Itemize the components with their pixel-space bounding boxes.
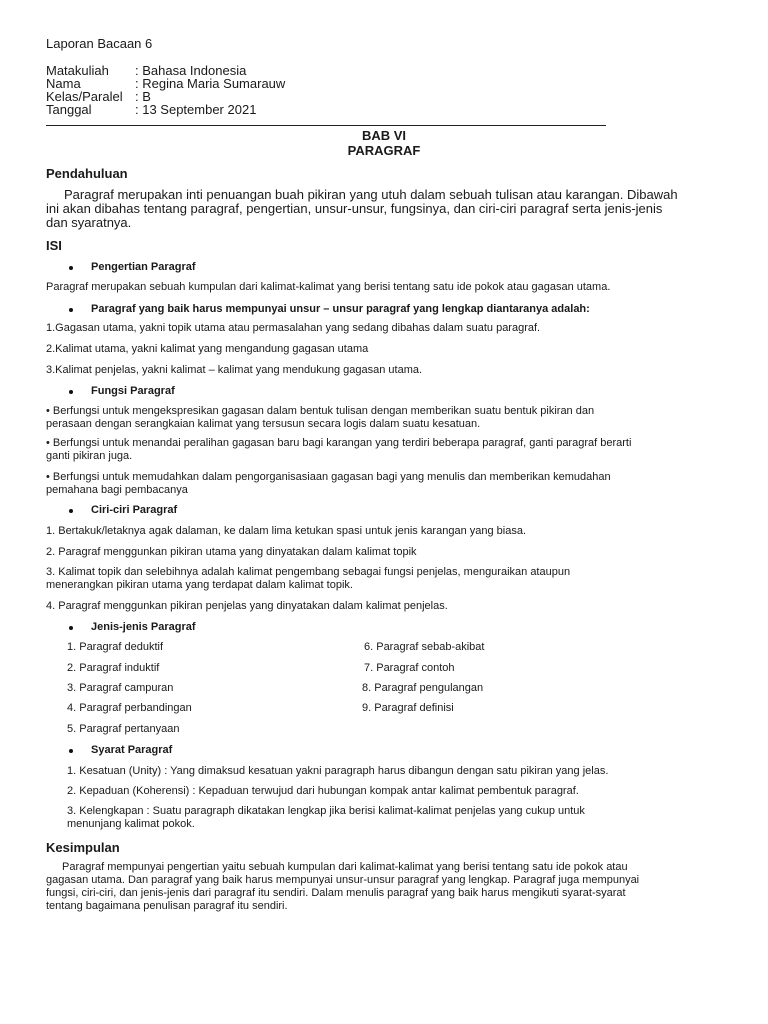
section-heading-kesimpulan: Kesimpulan xyxy=(46,840,120,855)
field-value-nama: : Regina Maria Sumarauw xyxy=(135,76,286,91)
bullet-icon xyxy=(69,626,73,630)
jenis-item: 4. Paragraf perbandingan xyxy=(67,702,192,714)
intro-line: ini akan dibahas tentang paragraf, pengertian, unsur-unsur, fungsinya, dan ciri-ciri paragraf serta jenis-jenis xyxy=(46,201,663,216)
header-divider xyxy=(46,125,606,126)
jenis-item: 1. Paragraf deduktif xyxy=(67,641,164,653)
field-label-matakuliah: Matakuliah xyxy=(46,63,109,78)
kesimpulan-line: tentang bagaimana penulisan paragraf itu sendiri. xyxy=(46,900,288,912)
field-value-tanggal: : 13 September 2021 xyxy=(135,102,257,117)
jenis-item: 3. Paragraf campuran xyxy=(67,682,174,694)
jenis-item: 6. Paragraf sebab-akibat xyxy=(364,641,485,653)
jenis-item: 9. Paragraf definisi xyxy=(362,702,454,714)
pengertian-text: Paragraf merupakan sebuah kumpulan dari kalimat-kalimat yang berisi tentang satu ide pokok atau gagasan utama. xyxy=(46,281,611,293)
report-title: Laporan Bacaan 6 xyxy=(46,36,153,51)
field-value-matakuliah: : Bahasa Indonesia xyxy=(135,63,247,78)
subheading-jenis: Jenis-jenis Paragraf xyxy=(91,621,196,633)
bullet-icon xyxy=(69,390,73,394)
bullet-icon xyxy=(69,308,73,312)
syarat-item: 3. Kelengkapan : Suatu paragraph dikatakan lengkap jika berisi kalimat-kalimat penjelas yang cukup untuk xyxy=(67,805,585,817)
bullet-icon xyxy=(69,509,73,513)
subheading-unsur: Paragraf yang baik harus mempunyai unsur – unsur paragraf yang lengkap diantaranya adalah: xyxy=(91,303,590,315)
jenis-item: 2. Paragraf induktif xyxy=(67,662,160,674)
ciri-item-cont: menerangkan pikiran utama yang terdapat dalam kalimat topik. xyxy=(46,579,353,591)
fungsi-item: • Berfungsi untuk mengekspresikan gagasan dalam bentuk tulisan dengan memberikan suatu bentuk pikiran dan xyxy=(46,405,595,417)
ciri-item: 4. Paragraf menggunkan pikiran penjelas yang dinyatakan dalam kalimat penjelas. xyxy=(46,600,448,612)
intro-line: Paragraf merupakan inti penuangan buah pikiran yang utuh dalam sebuah tulisan atau karangan. Dibawah xyxy=(64,187,678,202)
ciri-item: 2. Paragraf menggunkan pikiran utama yang dinyatakan dalam kalimat topik xyxy=(46,546,417,558)
syarat-item: 2. Kepaduan (Koherensi) : Kepaduan terwujud dari hubungan kompak antar kalimat pembentuk paragraf. xyxy=(67,785,579,797)
fungsi-item-cont: ganti pikiran juga. xyxy=(46,450,133,462)
field-value-kelas: : B xyxy=(135,89,151,104)
field-label-tanggal: Tanggal xyxy=(46,102,92,117)
unsur-item: 1.Gagasan utama, yakni topik utama atau permasalahan yang sedang dibahas dalam suatu paragraf. xyxy=(46,322,541,334)
field-label-nama: Nama xyxy=(46,76,81,91)
ciri-item: 3. Kalimat topik dan selebihnya adalah kalimat pengembang sebagai fungsi penjelas, menguraikan ataupun xyxy=(46,566,571,578)
subheading-ciri: Ciri-ciri Paragraf xyxy=(91,504,178,516)
kesimpulan-line: fungsi, ciri-ciri, dan jenis-jenis dari paragraf itu sendiri. Dalam menulis paragraf yang baik harus mengikuti syarat-syarat xyxy=(46,887,626,899)
bullet-icon xyxy=(69,266,73,270)
jenis-item: 5. Paragraf pertanyaan xyxy=(67,723,180,735)
subheading-syarat: Syarat Paragraf xyxy=(91,744,173,756)
unsur-item: 2.Kalimat utama, yakni kalimat yang mengandung gagasan utama xyxy=(46,343,369,355)
kesimpulan-line: Paragraf mempunyai pengertian yaitu sebuah kumpulan dari kalimat-kalimat yang berisi tentang satu ide pokok atau xyxy=(62,861,628,873)
fungsi-item-cont: pemahana bagi pembacanya xyxy=(46,484,188,496)
field-label-kelas: Kelas/Paralel xyxy=(46,89,123,104)
chapter-number: BAB VI xyxy=(361,128,407,143)
fungsi-item: • Berfungsi untuk menandai peralihan gagasan baru bagi karangan yang terdiri beberapa paragraf, ganti paragraf berarti xyxy=(46,437,632,449)
jenis-item: 7. Paragraf contoh xyxy=(364,662,455,674)
bullet-icon xyxy=(69,749,73,753)
subheading-fungsi: Fungsi Paragraf xyxy=(91,385,175,397)
ciri-item: 1. Bertakuk/letaknya agak dalaman, ke dalam lima ketukan spasi untuk jenis karangan yang biasa. xyxy=(46,525,527,537)
chapter-title: PARAGRAF xyxy=(347,143,421,158)
intro-line: dan syaratnya. xyxy=(46,215,132,230)
jenis-item: 8. Paragraf pengulangan xyxy=(362,682,484,694)
unsur-item: 3.Kalimat penjelas, yakni kalimat – kalimat yang mendukung gagasan utama. xyxy=(46,364,423,376)
subheading-pengertian: Pengertian Paragraf xyxy=(91,261,196,273)
kesimpulan-line: gagasan utama. Dan paragraf yang baik harus mempunyai unsur-unsur paragraf yang lengkap. Paragraf juga mempunyai xyxy=(46,874,640,886)
section-heading-pendahuluan: Pendahuluan xyxy=(46,166,128,181)
fungsi-item: • Berfungsi untuk memudahkan dalam pengorganisasiaan gagasan bagi yang menulis dan memberikan kemudahan xyxy=(46,471,611,483)
syarat-item-cont: menunjang kalimat pokok. xyxy=(67,818,195,830)
syarat-item: 1. Kesatuan (Unity) : Yang dimaksud kesatuan yakni paragraph harus dibangun dengan satu pikiran yang jelas. xyxy=(67,765,609,777)
fungsi-item-cont: perasaan dengan serangkaian kalimat yang tersusun secara logis dalam suatu kesatuan. xyxy=(46,418,481,430)
section-heading-isi: ISI xyxy=(46,238,62,253)
